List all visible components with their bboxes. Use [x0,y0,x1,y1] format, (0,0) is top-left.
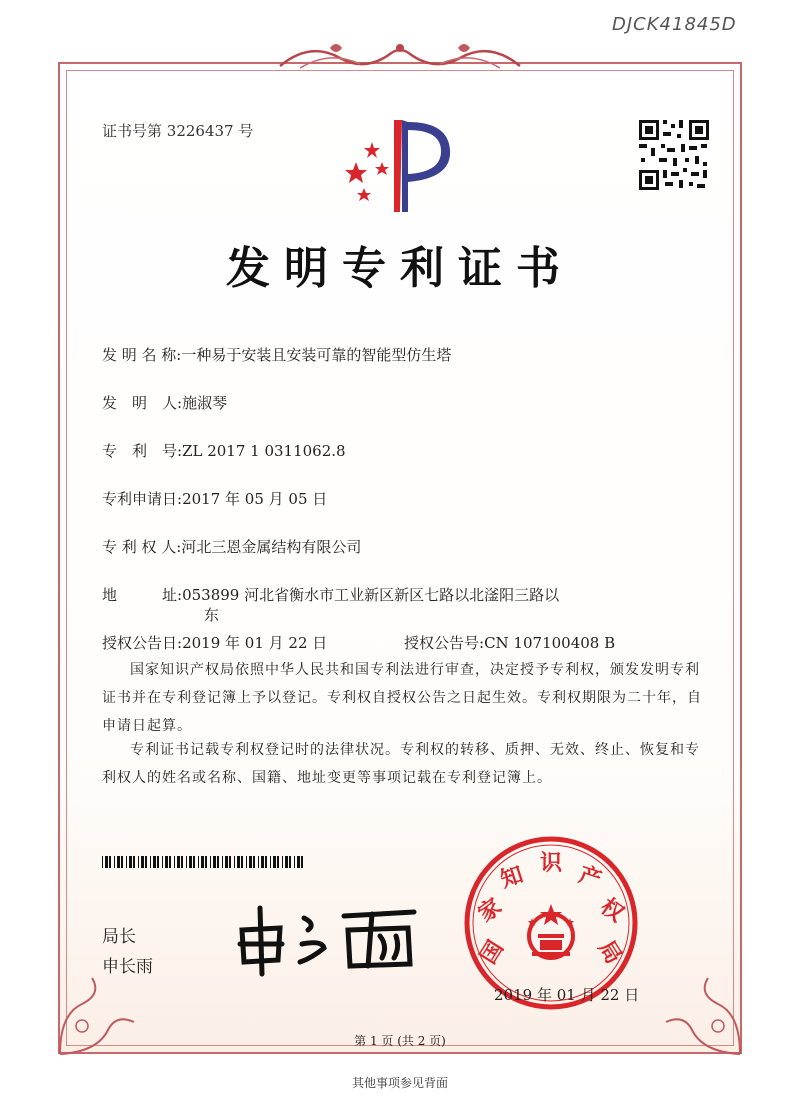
field-value: 053899 河北省衡水市工业新区新区七路以北滏阳三路以 [182,586,560,604]
issue-date: 2019 年 01 月 22 日 [494,986,640,1004]
field-label: 授权公告日: [102,634,183,652]
field-patentee [102,536,361,557]
svg-text:知: 知 [497,862,527,894]
svg-text:局: 局 [593,936,626,969]
field-grant-date [102,632,327,653]
field-patent-number [102,440,346,461]
field-value: ZL 2017 1 0311062.8 [182,442,346,460]
field-value: 河北三恩金属结构有限公司 [181,538,362,556]
handwritten-signature [232,900,422,978]
footer-note: 其他事项参见背面 [351,1076,448,1090]
field-value: CN 107100408 B [484,634,616,652]
field-address [102,584,559,605]
svg-text:家: 家 [473,894,507,928]
field-label: 专利申请日: [102,490,183,508]
top-ornament-icon [270,36,530,76]
field-value: 2017 年 05 月 05 日 [182,490,328,508]
field-label: 发 明 人: [102,394,183,412]
field-grant-number [404,632,615,653]
barcode-icon [102,856,308,868]
svg-text:产: 产 [575,862,605,894]
field-address-line2: 东 [204,606,220,624]
certificate-number [102,120,253,141]
field-value: 2019 年 01 月 22 日 [182,634,328,652]
field-label: 发 明 名 称: [102,346,182,364]
cnipa-emblem-icon [342,112,460,216]
certificate-number-value: 3226437 [166,122,234,140]
field-value: 施淑琴 [182,394,228,412]
signatory-name: 申长雨 [102,957,153,977]
field-label: 地 址: [102,586,183,604]
field-label: 授权公告号: [404,634,485,652]
field-value: 一种易于安装且安装可靠的智能型仿生塔 [181,346,452,364]
paragraph-grant-statement: 国家知识产权局依照中华人民共和国专利法进行审查，决定授予专利权，颁发发明专利证书并在专利登记簿上予以登记。专利权自授权公告之日起生效。专利权期限为二十年，自申请日起算。 [102,662,702,734]
field-application-date [102,488,327,509]
svg-text:国: 国 [476,936,509,969]
field-inventor [102,392,227,413]
field-invention-name [102,344,451,365]
paragraph-legal-status: 专利证书记载专利权登记时的法律状况。专利权的转移、质押、无效、终止、恢复和专利权人的姓名或名称、国籍、地址变更等事项记载在专利登记簿上。 [102,742,700,786]
page-number: 第 1 页 (共 2 页) [354,1034,446,1048]
certificate-number-suffix: 号 [238,122,254,140]
svg-text:识: 识 [539,851,563,876]
field-label: 专 利 权 人: [102,538,182,556]
certificate-title: 发明专利证书 [226,243,574,294]
signatory-title: 局长 [102,927,136,947]
qr-code-icon [637,118,711,192]
handwritten-note: DJCK41845D [612,14,737,35]
field-label: 专 利 号: [102,442,183,460]
svg-text:权: 权 [595,894,629,928]
certificate-number-label: 证书号第 [102,122,163,140]
